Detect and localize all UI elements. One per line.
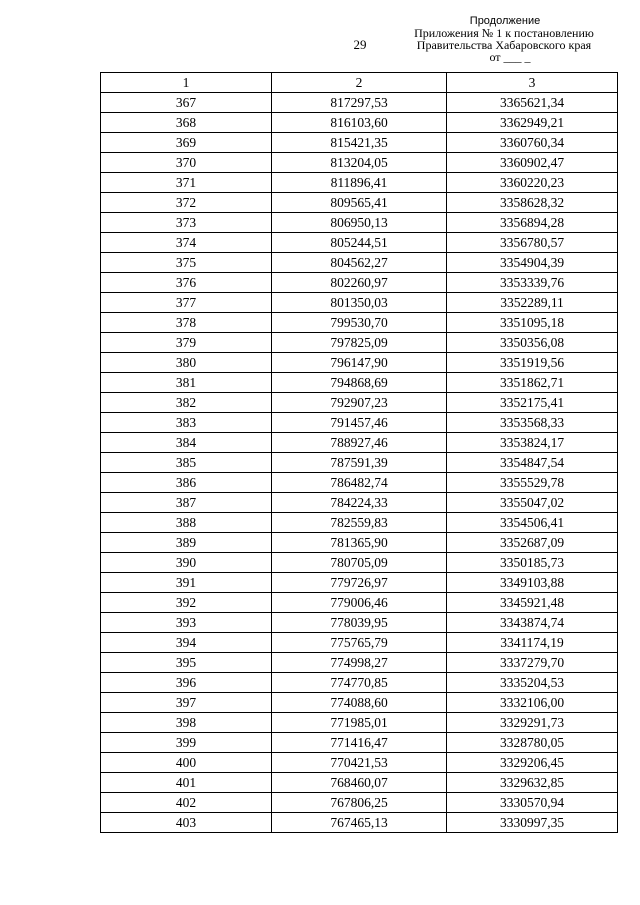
y-coordinate-cell: 3354847,54 <box>447 453 618 473</box>
y-coordinate-cell: 3332106,00 <box>447 693 618 713</box>
x-coordinate-cell: 792907,23 <box>272 393 447 413</box>
point-number-cell: 399 <box>101 733 272 753</box>
column-header-1: 1 <box>101 73 272 93</box>
x-coordinate-cell: 771985,01 <box>272 713 447 733</box>
y-coordinate-cell: 3355047,02 <box>447 493 618 513</box>
point-number-cell: 377 <box>101 293 272 313</box>
y-coordinate-cell: 3329206,45 <box>447 753 618 773</box>
x-coordinate-cell: 809565,41 <box>272 193 447 213</box>
point-number-cell: 382 <box>101 393 272 413</box>
x-coordinate-cell: 815421,35 <box>272 133 447 153</box>
x-coordinate-cell: 802260,97 <box>272 273 447 293</box>
x-coordinate-cell: 778039,95 <box>272 613 447 633</box>
y-coordinate-cell: 3341174,19 <box>447 633 618 653</box>
table-row <box>101 193 618 213</box>
table-row <box>101 393 618 413</box>
x-coordinate-cell: 771416,47 <box>272 733 447 753</box>
point-number-cell: 383 <box>101 413 272 433</box>
x-coordinate-cell: 779006,46 <box>272 593 447 613</box>
y-coordinate-cell: 3335204,53 <box>447 673 618 693</box>
table-header <box>101 73 618 93</box>
table-row <box>101 433 618 453</box>
point-number-cell: 371 <box>101 173 272 193</box>
table-row <box>101 173 618 193</box>
point-number-cell: 370 <box>101 153 272 173</box>
table-row <box>101 513 618 533</box>
point-number-cell: 384 <box>101 433 272 453</box>
continuation-label: Продолжение <box>469 15 541 27</box>
point-number-cell: 394 <box>101 633 272 653</box>
y-coordinate-cell: 3355529,78 <box>447 473 618 493</box>
point-number-cell: 397 <box>101 693 272 713</box>
x-coordinate-cell: 784224,33 <box>272 493 447 513</box>
column-header-2: 2 <box>272 73 447 93</box>
table-row <box>101 673 618 693</box>
table-row <box>101 373 618 393</box>
table-row <box>101 93 618 113</box>
x-coordinate-cell: 816103,60 <box>272 113 447 133</box>
point-number-cell: 387 <box>101 493 272 513</box>
x-coordinate-cell: 788927,46 <box>272 433 447 453</box>
x-coordinate-cell: 774088,60 <box>272 693 447 713</box>
point-number-cell: 402 <box>101 793 272 813</box>
table-row <box>101 533 618 553</box>
y-coordinate-cell: 3354506,41 <box>447 513 618 533</box>
x-coordinate-cell: 782559,83 <box>272 513 447 533</box>
x-coordinate-cell: 787591,39 <box>272 453 447 473</box>
table-row <box>101 713 618 733</box>
table-row <box>101 693 618 713</box>
x-coordinate-cell: 799530,70 <box>272 313 447 333</box>
y-coordinate-cell: 3345921,48 <box>447 593 618 613</box>
table-row <box>101 213 618 233</box>
table-row <box>101 493 618 513</box>
point-number-cell: 389 <box>101 533 272 553</box>
table-row <box>101 473 618 493</box>
header-row <box>101 73 618 93</box>
x-coordinate-cell: 781365,90 <box>272 533 447 553</box>
table-row <box>101 353 618 373</box>
point-number-cell: 396 <box>101 673 272 693</box>
x-coordinate-cell: 806950,13 <box>272 213 447 233</box>
table-row <box>101 113 618 133</box>
x-coordinate-cell: 780705,09 <box>272 553 447 573</box>
point-number-cell: 373 <box>101 213 272 233</box>
table-row <box>101 153 618 173</box>
point-number-cell: 381 <box>101 373 272 393</box>
table-row <box>101 593 618 613</box>
y-coordinate-cell: 3356894,28 <box>447 213 618 233</box>
x-coordinate-cell: 770421,53 <box>272 753 447 773</box>
x-coordinate-cell: 804562,27 <box>272 253 447 273</box>
y-coordinate-cell: 3337279,70 <box>447 653 618 673</box>
x-coordinate-cell: 767465,13 <box>272 813 447 833</box>
x-coordinate-cell: 767806,25 <box>272 793 447 813</box>
y-coordinate-cell: 3358628,32 <box>447 193 618 213</box>
y-coordinate-cell: 3360902,47 <box>447 153 618 173</box>
y-coordinate-cell: 3353339,76 <box>447 273 618 293</box>
y-coordinate-cell: 3343874,74 <box>447 613 618 633</box>
appendix-reference: Приложения № 1 к постановлению <box>414 26 594 40</box>
x-coordinate-cell: 813204,05 <box>272 153 447 173</box>
y-coordinate-cell: 3328780,05 <box>447 733 618 753</box>
x-coordinate-cell: 768460,07 <box>272 773 447 793</box>
x-coordinate-cell: 801350,03 <box>272 293 447 313</box>
x-coordinate-cell: 794868,69 <box>272 373 447 393</box>
table-row <box>101 333 618 353</box>
point-number-cell: 378 <box>101 313 272 333</box>
x-coordinate-cell: 774770,85 <box>272 673 447 693</box>
table-row <box>101 293 618 313</box>
point-number-cell: 400 <box>101 753 272 773</box>
point-number-cell: 376 <box>101 273 272 293</box>
y-coordinate-cell: 3351919,56 <box>447 353 618 373</box>
point-number-cell: 379 <box>101 333 272 353</box>
point-number-cell: 372 <box>101 193 272 213</box>
y-coordinate-cell: 3330997,35 <box>447 813 618 833</box>
y-coordinate-cell: 3360220,23 <box>447 173 618 193</box>
y-coordinate-cell: 3329632,85 <box>447 773 618 793</box>
point-number-cell: 392 <box>101 593 272 613</box>
table-row <box>101 793 618 813</box>
y-coordinate-cell: 3356780,57 <box>447 233 618 253</box>
x-coordinate-cell: 817297,53 <box>272 93 447 113</box>
y-coordinate-cell: 3352289,11 <box>447 293 618 313</box>
point-number-cell: 395 <box>101 653 272 673</box>
y-coordinate-cell: 3362949,21 <box>447 113 618 133</box>
decree-date: от ___ _ <box>489 50 531 64</box>
x-coordinate-cell: 791457,46 <box>272 413 447 433</box>
y-coordinate-cell: 3365621,34 <box>447 93 618 113</box>
y-coordinate-cell: 3351862,71 <box>447 373 618 393</box>
x-coordinate-cell: 811896,41 <box>272 173 447 193</box>
government-reference: Правительства Хабаровского края <box>416 38 592 52</box>
point-number-cell: 368 <box>101 113 272 133</box>
point-number-cell: 393 <box>101 613 272 633</box>
y-coordinate-cell: 3330570,94 <box>447 793 618 813</box>
table-row <box>101 253 618 273</box>
column-header-3: 3 <box>447 73 618 93</box>
table-row <box>101 313 618 333</box>
y-coordinate-cell: 3352175,41 <box>447 393 618 413</box>
table-row <box>101 133 618 153</box>
y-coordinate-cell: 3329291,73 <box>447 713 618 733</box>
point-number-cell: 374 <box>101 233 272 253</box>
point-number-cell: 369 <box>101 133 272 153</box>
x-coordinate-cell: 796147,90 <box>272 353 447 373</box>
table-row <box>101 273 618 293</box>
table-row <box>101 633 618 653</box>
x-coordinate-cell: 786482,74 <box>272 473 447 493</box>
table-row <box>101 813 618 833</box>
y-coordinate-cell: 3352687,09 <box>447 533 618 553</box>
y-coordinate-cell: 3350356,08 <box>447 333 618 353</box>
point-number-cell: 391 <box>101 573 272 593</box>
y-coordinate-cell: 3353824,17 <box>447 433 618 453</box>
y-coordinate-cell: 3354904,39 <box>447 253 618 273</box>
table-row <box>101 613 618 633</box>
point-number-cell: 388 <box>101 513 272 533</box>
table-row <box>101 753 618 773</box>
y-coordinate-cell: 3360760,34 <box>447 133 618 153</box>
point-number-cell: 367 <box>101 93 272 113</box>
point-number-cell: 385 <box>101 453 272 473</box>
point-number-cell: 390 <box>101 553 272 573</box>
x-coordinate-cell: 797825,09 <box>272 333 447 353</box>
x-coordinate-cell: 774998,27 <box>272 653 447 673</box>
point-number-cell: 380 <box>101 353 272 373</box>
appendix-header <box>360 16 608 63</box>
x-coordinate-cell: 775765,79 <box>272 633 447 653</box>
table-row <box>101 453 618 473</box>
x-coordinate-cell: 779726,97 <box>272 573 447 593</box>
table-row <box>101 233 618 253</box>
table-row <box>101 573 618 593</box>
y-coordinate-cell: 3351095,18 <box>447 313 618 333</box>
point-number-cell: 398 <box>101 713 272 733</box>
table-row <box>101 653 618 673</box>
point-number-cell: 375 <box>101 253 272 273</box>
y-coordinate-cell: 3350185,73 <box>447 553 618 573</box>
table-body <box>101 93 618 833</box>
y-coordinate-cell: 3353568,33 <box>447 413 618 433</box>
table-row <box>101 733 618 753</box>
page-number: 29 <box>353 37 367 52</box>
table-row <box>101 553 618 573</box>
x-coordinate-cell: 805244,51 <box>272 233 447 253</box>
point-number-cell: 386 <box>101 473 272 493</box>
table-row <box>101 773 618 793</box>
coordinates-table <box>100 72 618 833</box>
point-number-cell: 401 <box>101 773 272 793</box>
y-coordinate-cell: 3349103,88 <box>447 573 618 593</box>
point-number-cell: 403 <box>101 813 272 833</box>
table-row <box>101 413 618 433</box>
